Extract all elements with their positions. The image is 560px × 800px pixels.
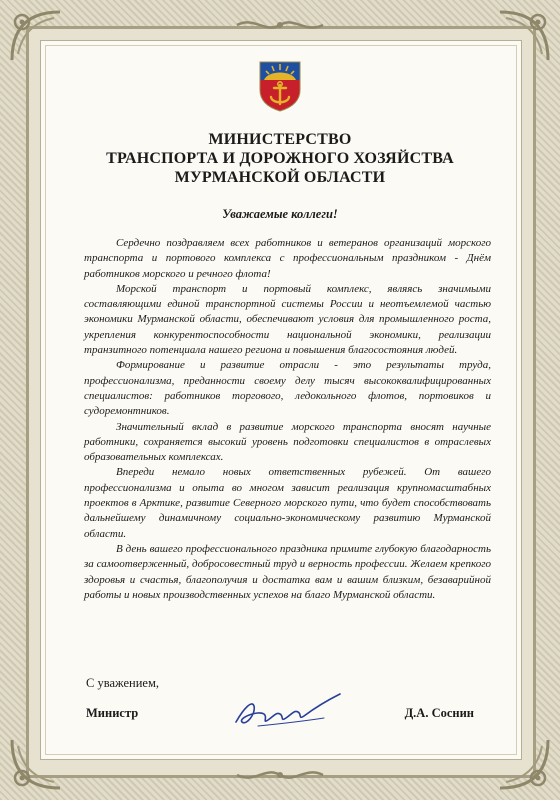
closing-phrase: С уважением, [86, 676, 159, 690]
signatory-name: Д.А. Соснин [404, 706, 474, 720]
body-paragraph: Сердечно поздравляем всех работников и ветеранов организаций морского транспорта и портового комплекса с профессиональным праздником - Днём работников морского и речного флота! [84, 237, 491, 280]
ministry-heading-line: МУРМАНСКОЙ ОБЛАСТИ [174, 169, 386, 186]
body-paragraph: Формирование и развитие отрасли - это результаты труда, профессионализма, преданности своему делу тысяч высококвалифицированных специалистов: работников торгового, ледокольного флотов, портовиков и судоремонтников. [84, 359, 491, 418]
letter-body [84, 236, 491, 603]
signatory-title: Министр [86, 706, 139, 720]
scroll-ornament-icon [235, 766, 325, 784]
handwritten-signature [228, 688, 348, 732]
scroll-ornament-icon [235, 16, 325, 34]
greeting: Уважаемые коллеги! [222, 207, 338, 221]
body-paragraph: Впереди немало новых ответственных рубежей. От вашего профессионализма и опыта во многом зависит реализация крупномасштабных проектов в Арктике, развитие Северного морского пути, что будет способствовать дальнейшему динамичному социально-экономическому развитию Мурманской области. [84, 466, 491, 540]
ministry-heading [60, 130, 500, 187]
body-paragraph: Морской транспорт и портовый комплекс, являясь значимыми составляющими единой транспортной системы России и неотъемлемой частью экономики Мурманской области, обеспечивают условия для промышленного роста, укрепления конкурентоспособности национальной экономики, реализации транзитного потенциала нашего региона и повышения благосостояния людей. [84, 282, 491, 357]
ministry-heading-line: МИНИСТЕРСТВО [208, 131, 352, 148]
murmansk-coat-of-arms-icon [258, 60, 302, 112]
body-paragraph: В день вашего профессионального праздника примите глубокую благодарность за самоотверженный, добросовестный труд и верность профессии. Желаем крепкого здоровья и счастья, благополучия и достатка вам и вашим близким, безаварийной работы и новых производственных успехов на благо Мурманской области. [84, 542, 491, 601]
body-paragraph: Значительный вклад в развитие морского транспорта вносят научные работники, сохраняется высокий уровень подготовки специалистов в отраслевых образовательных комплексах. [84, 420, 491, 464]
ministry-heading-line: ТРАНСПОРТА И ДОРОЖНОГО ХОЗЯЙСТВА [106, 150, 454, 167]
